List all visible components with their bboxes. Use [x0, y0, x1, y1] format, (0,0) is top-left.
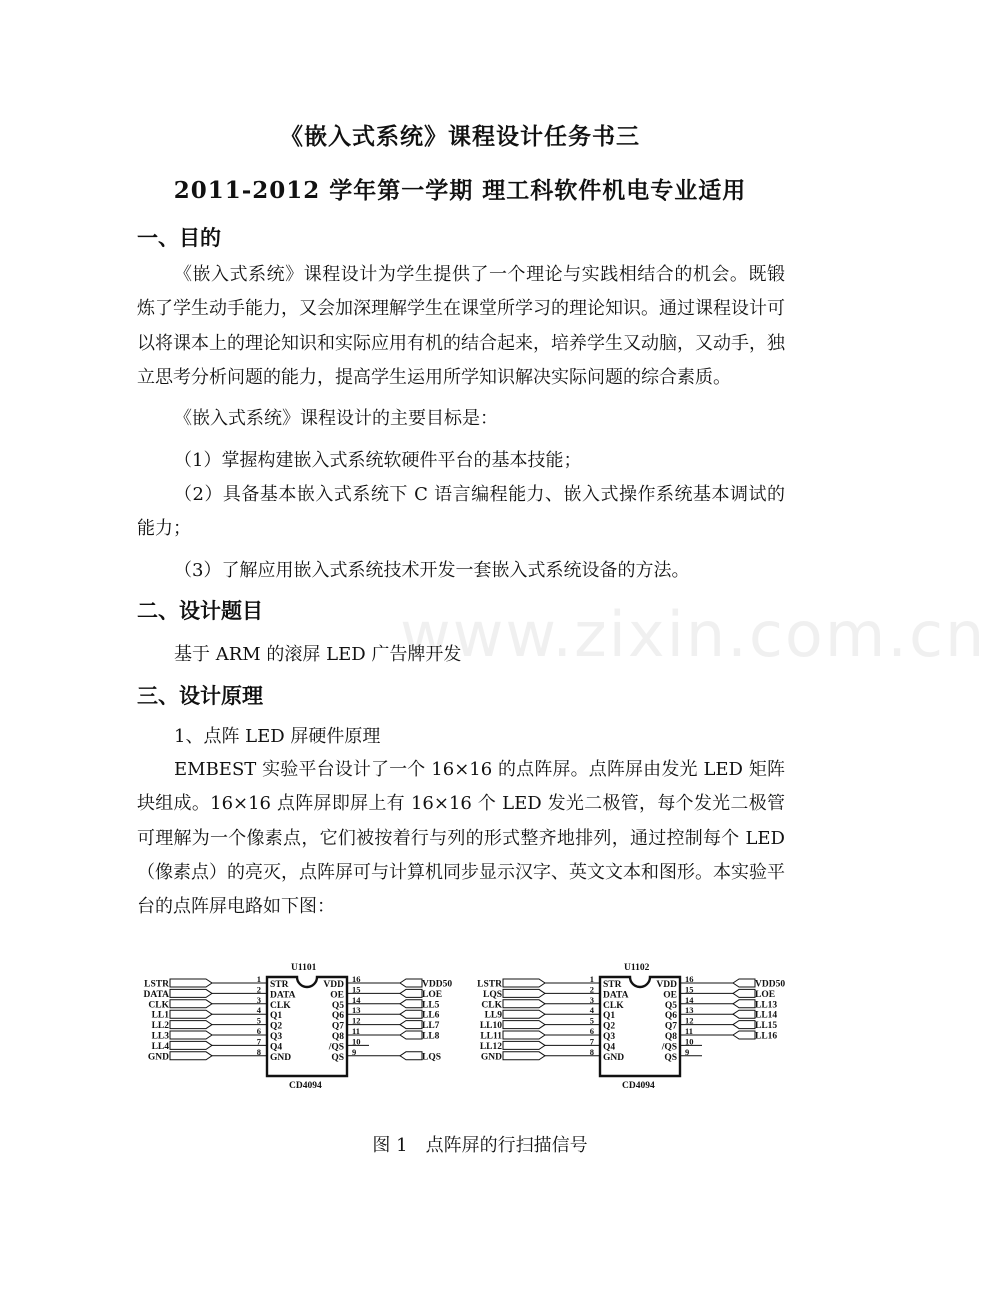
- net-flag: [170, 989, 212, 997]
- pin-number: 13: [352, 1005, 361, 1016]
- pin-number: 14: [685, 994, 694, 1005]
- net-flag: [733, 979, 755, 987]
- paragraph-purpose: 《嵌入式系统》课程设计为学生提供了一个理论与实践相结合的机会。既锻炼了学生动手能力，又会加深理解学生在课堂所学习的理论知识。通过课程设计可以将课本上的理论知识和实际应用有机的结合起来，培养学生又动脑，又动手，独立思考分析问题的能力，提高学生运用所学知识解决实际问题的综合素质。: [137, 264, 785, 388]
- pin-label: Q6: [331, 1011, 344, 1022]
- net-flag: [503, 1021, 545, 1029]
- pin-number: 10: [352, 1036, 361, 1047]
- pin-number: 16: [352, 974, 361, 984]
- net-flag: [400, 1052, 422, 1060]
- ic-part-number: CD4094: [289, 1081, 322, 1091]
- net-flag: [733, 1010, 755, 1018]
- pin-label: Q2: [270, 1021, 283, 1032]
- net-flag: [170, 1000, 212, 1008]
- pin-label: CLK: [603, 1000, 624, 1011]
- pin-number: 7: [256, 1036, 261, 1047]
- pin-label: Q5: [664, 1000, 677, 1011]
- net-flag: [503, 1041, 545, 1049]
- pin-label: Q3: [270, 1032, 283, 1042]
- figure-caption: 图 1 点阵屏的行扫描信号: [372, 1135, 588, 1156]
- pin-label: Q1: [603, 1011, 616, 1022]
- pin-label: CLK: [270, 1000, 291, 1011]
- net-label: LOE: [422, 989, 443, 1000]
- net-flag: [400, 1021, 422, 1029]
- net-flag: [733, 1031, 755, 1039]
- net-flag: [733, 1021, 755, 1029]
- net-label: LQS: [422, 1052, 442, 1063]
- net-label: LL9: [484, 1010, 502, 1021]
- pin-label: OE: [663, 990, 677, 1001]
- net-label: DATA: [143, 989, 169, 1000]
- net-label: VDD50: [422, 979, 453, 990]
- pin-number: 7: [589, 1036, 594, 1047]
- net-label: LL8: [422, 1031, 440, 1042]
- net-flag: [170, 979, 212, 987]
- net-flag: [503, 979, 545, 987]
- pin-number: 5: [256, 1015, 261, 1026]
- net-label: LL13: [755, 1000, 778, 1011]
- pin-label: STR: [270, 980, 289, 990]
- goal-item-2: （2）具备基本嵌入式系统下 C 语言编程能力、嵌入式操作系统基本调试的能力；: [137, 484, 785, 540]
- net-flag: [503, 989, 545, 997]
- pin-label: Q7: [664, 1021, 677, 1032]
- pin-number: 14: [352, 994, 361, 1005]
- pin-label: Q8: [331, 1032, 344, 1042]
- pin-label: /QS: [661, 1042, 677, 1053]
- net-label: LL1: [151, 1010, 169, 1021]
- pin-label: GND: [270, 1052, 292, 1063]
- pin-label: VDD: [656, 980, 677, 990]
- pin-number: 5: [589, 1015, 594, 1026]
- pin-number: 12: [352, 1015, 361, 1026]
- circuit-schematic: [0, 950, 920, 1100]
- pin-number: 12: [685, 1015, 694, 1026]
- pin-label: Q7: [331, 1021, 344, 1032]
- net-flag: [503, 1052, 545, 1060]
- net-flag: [503, 1031, 545, 1039]
- net-label: LL14: [755, 1010, 778, 1021]
- pin-number: 6: [589, 1026, 594, 1036]
- pin-number: 10: [685, 1036, 694, 1047]
- pin-number: 15: [352, 984, 361, 995]
- net-flag: [400, 1031, 422, 1039]
- paragraph-goals-intro: 《嵌入式系统》课程设计的主要目标是：: [174, 408, 498, 429]
- pin-number: 4: [589, 1005, 594, 1016]
- pin-number: 11: [352, 1026, 361, 1036]
- net-label: LL15: [755, 1021, 778, 1032]
- pin-label: OE: [330, 990, 344, 1001]
- net-label: LSTR: [477, 979, 502, 990]
- document-subtitle: 2011-2012 学年第一学期 理工科软件机电专业适用: [173, 177, 747, 204]
- goal-item-3: （3）了解应用嵌入式系统技术开发一套嵌入式系统设备的方法。: [174, 560, 690, 581]
- net-label: LOE: [755, 989, 776, 1000]
- net-flag: [400, 989, 422, 997]
- subsection-led-hardware: 1、点阵 LED 屏硬件原理: [174, 726, 381, 747]
- net-label: LL16: [755, 1031, 778, 1042]
- pin-label: /QS: [328, 1042, 344, 1053]
- pin-number: 8: [256, 1046, 261, 1057]
- pin-number: 3: [256, 994, 261, 1005]
- pin-number: 3: [589, 994, 594, 1005]
- pin-number: 11: [685, 1026, 694, 1036]
- pin-number: 15: [685, 984, 694, 995]
- net-flag: [733, 1000, 755, 1008]
- pin-number: 16: [685, 974, 694, 984]
- net-flag: [170, 1021, 212, 1029]
- goal-item-1: （1）掌握构建嵌入式系统软硬件平台的基本技能；: [174, 450, 582, 471]
- ic-reference: U1102: [624, 963, 650, 973]
- ic-reference: U1101: [291, 963, 317, 973]
- net-label: LL7: [422, 1021, 440, 1032]
- pin-number: 4: [256, 1005, 261, 1016]
- pin-label: Q2: [603, 1021, 616, 1032]
- net-label: LL5: [422, 1000, 440, 1011]
- pin-label: Q4: [603, 1042, 616, 1053]
- net-label: VDD50: [755, 979, 786, 990]
- net-label: LL3: [151, 1031, 169, 1042]
- net-label: GND: [480, 1052, 502, 1063]
- pin-label: Q1: [270, 1011, 283, 1022]
- pin-number: 9: [685, 1046, 690, 1057]
- net-label: LL10: [479, 1021, 502, 1032]
- pin-label: Q6: [664, 1011, 677, 1022]
- pin-label: DATA: [603, 990, 629, 1001]
- net-flag: [400, 979, 422, 987]
- net-flag: [170, 1031, 212, 1039]
- net-flag: [400, 1010, 422, 1018]
- pin-label: VDD: [323, 980, 344, 990]
- net-label: LL4: [151, 1041, 169, 1052]
- pin-number: 13: [685, 1005, 694, 1016]
- net-flag: [733, 989, 755, 997]
- net-label: LQS: [482, 989, 502, 1000]
- paragraph-led-principle: EMBEST 实验平台设计了一个 16×16 的点阵屏。点阵屏由发光 LED 矩阵块组成。16×16 点阵屏即屏上有 16×16 个 LED 发光二极管，每个发光二极管可理解为一个像素点，它们被按着行与列的形式整齐地排列，通过控制每个 LED（像素点）的亮灭，点阵屏可与计算机同步显示汉字、英文文本和图形。本实验平台的点阵屏电路如下图：: [137, 759, 785, 918]
- document-title: 《嵌入式系统》课程设计任务书三: [280, 123, 640, 150]
- design-topic: 基于 ARM 的滚屏 LED 广告牌开发: [174, 644, 462, 665]
- pin-label: STR: [603, 980, 622, 990]
- net-label: LL11: [480, 1031, 502, 1042]
- net-flag: [170, 1010, 212, 1018]
- pin-number: 8: [589, 1046, 594, 1057]
- net-flag: [400, 1000, 422, 1008]
- pin-number: 6: [256, 1026, 261, 1036]
- pin-number: 9: [352, 1046, 357, 1057]
- pin-label: DATA: [270, 990, 296, 1001]
- net-flag: [503, 1010, 545, 1018]
- net-label: LL12: [479, 1041, 502, 1052]
- pin-label: QS: [331, 1052, 344, 1063]
- pin-label: Q4: [270, 1042, 283, 1053]
- pin-label: QS: [664, 1052, 677, 1063]
- pin-number: 1: [256, 974, 261, 984]
- net-flag: [170, 1052, 212, 1060]
- section-heading-purpose: 一、目的: [137, 225, 221, 250]
- net-label: LL2: [151, 1021, 169, 1032]
- net-label: LSTR: [144, 979, 169, 990]
- pin-number: 2: [589, 984, 594, 995]
- section-heading-topic: 二、设计题目: [137, 598, 263, 623]
- watermark: www.zixin.com.cn: [400, 598, 986, 671]
- net-label: GND: [147, 1052, 169, 1063]
- pin-number: 1: [589, 974, 594, 984]
- ic-part-number: CD4094: [622, 1081, 655, 1091]
- pin-label: Q5: [331, 1000, 344, 1011]
- net-label: LL6: [422, 1010, 440, 1021]
- section-heading-principle: 三、设计原理: [137, 683, 263, 708]
- net-flag: [170, 1041, 212, 1049]
- pin-label: Q8: [664, 1032, 677, 1042]
- net-label: CLK: [481, 1000, 502, 1011]
- pin-label: Q3: [603, 1032, 616, 1042]
- pin-label: GND: [603, 1052, 625, 1063]
- net-label: CLK: [148, 1000, 169, 1011]
- pin-number: 2: [256, 984, 261, 995]
- net-flag: [503, 1000, 545, 1008]
